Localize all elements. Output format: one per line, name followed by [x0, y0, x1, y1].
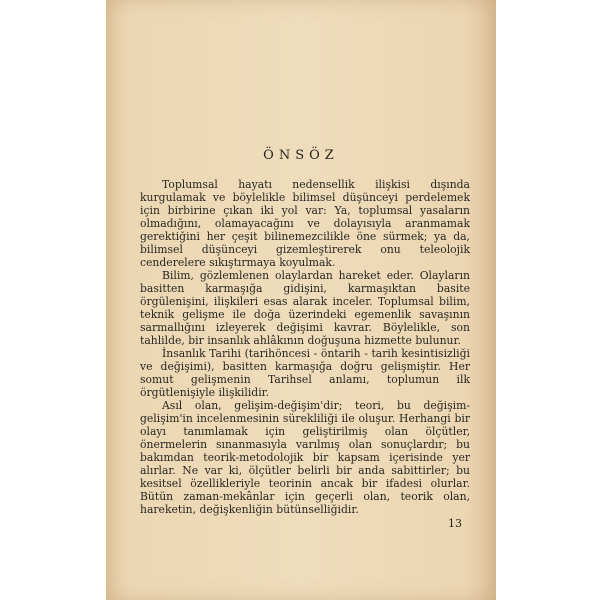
background-left: [0, 0, 106, 600]
background-right: [496, 0, 600, 600]
page-number: 13: [448, 517, 462, 530]
paragraph-1: Toplumsal hayatı nedensellik ilişkisi dışında kurgulamak ve böylelikle bilimsel düşünceyi perdelemek için birbirine çıkan iki yol var: Ya, toplumsal yasaların olmadığını, olamayacağını ve dolayısıyla aranmamak gerektiğini her çeşit bilinemezcilikle öne sürmek; ya da, bilimsel düşünceyi gizemleştirerek onu teleolojik cenderelere sıkıştırmaya koyulmak.: [140, 178, 470, 269]
paragraph-4: Asıl olan, gelişim-değişim'dir; teori, bu değişim-gelişim'in incelenmesinin sürekliliği ile oluşur. Herhangi bir olayı tanımlamak için geliştirilmiş olan ölçütler, önermelerin sınanmasıyla varılmış olan sonuçlardır; bu bakımdan teorik-metodolojik bir kapsam içerisinde yer alırlar. Ne var ki, ölçütler belirli bir anda sabittirler; bu kesitsel özellikleriyle teorinin ancak bir ifadesi olurlar. Bütün zaman-mekânlar için geçerli olan, teorik olan, hareketin, değişkenliğin bütünselliğidir.: [140, 399, 470, 516]
paragraph-2: Bilim, gözlemlenen olaylardan hareket eder. Olayların basitten karmaşığa gidişini, karmaşıktan basite örgülenişini, ilişkileri esas alarak inceler. Toplumsal bilim, teknik gelişme ile doğa üzerindeki egemenlik savaşının sarmallığını izleyerek değişimi kavrar. Böylelikle, son tahlilde, bir insanlık ahlâkının doğuşuna hizmette bulunur.: [140, 269, 470, 347]
page-title: ÖNSÖZ: [263, 148, 339, 163]
body-text: [140, 178, 470, 516]
paragraph-3: İnsanlık Tarihi (tarihöncesi - öntarih - tarih kesintisizliği ve değişimi), basitten karmaşığa doğru gelişmiştir. Her somut gelişmenin Tarihsel anlamı, toplumun ilk örgütlenişiyle ilişkilidir.: [140, 347, 470, 399]
book-page: [106, 0, 496, 600]
